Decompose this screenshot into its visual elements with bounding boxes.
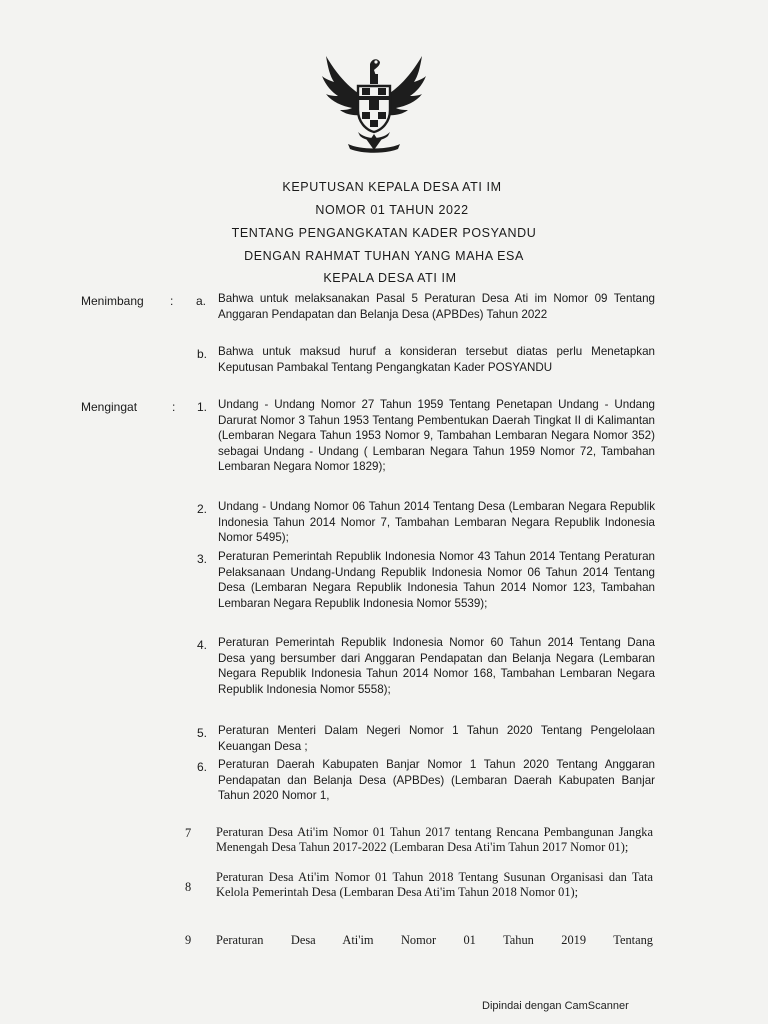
mengingat-item-text: Undang - Undang Nomor 06 Tahun 2014 Tentang Desa (Lembaran Negara Republik Indonesia Tahun 2014 Nomor 7, Tambahan Lembaran Negara Republik Indonesia Nomor 5495); bbox=[218, 500, 655, 545]
mengingat-item-num: 2. bbox=[197, 502, 208, 516]
mengingat-item-num: 4. bbox=[197, 638, 208, 652]
mengingat-item-text: Peraturan Pemerintah Republik Indonesia Nomor 60 Tahun 2014 Tentang Dana Desa yang bersumber dari Anggaran Pendapatan dan Belanja Negara (Lembaran Negara Republik Indonesia Tahun 2014 Nomor 168, Tambahan Lembaran Negara Republik Indonesia Nomor 5558); bbox=[218, 636, 655, 696]
mengingat-item-num: 3. bbox=[197, 552, 208, 566]
invocation: DENGAN RAHMAT TUHAN YANG MAHA ESA bbox=[244, 249, 524, 263]
decree-title: KEPUTUSAN KEPALA DESA ATI IM bbox=[282, 180, 502, 194]
mengingat-item-num: 6. bbox=[197, 760, 208, 774]
mengingat-item-text: Peraturan Daerah Kabupaten Banjar Nomor 1 Tahun 2020 Tentang Anggaran Pendapatan dan Belanja Desa (APBDes) (Lembaran Daerah Kabupaten Banjar Tahun 2020 Nomor 1, bbox=[218, 758, 655, 803]
garuda-emblem bbox=[318, 50, 430, 160]
mengingat-label: Mengingat bbox=[81, 400, 138, 414]
menimbang-item-text: Bahwa untuk maksud huruf a konsideran tersebut diatas perlu Menetapkan Keputusan Pambakal Tentang Pengangkatan Kader POSYANDU bbox=[218, 345, 655, 374]
menimbang-label: Menimbang bbox=[81, 294, 144, 308]
mengingat-item-text: Peraturan Menteri Dalam Negeri Nomor 1 Tahun 2020 Tentang Pengelolaan Keuangan Desa ; bbox=[218, 724, 655, 753]
menimbang-item-num: b. bbox=[197, 347, 208, 361]
mengingat-item-text: Peraturan Pemerintah Republik Indonesia Nomor 43 Tahun 2014 Tentang Peraturan Pelaksanaan Undang-Undang Republik Indonesia Nomor 06 Tahun 2014 Tentang Desa (Lembaran Negara Republik Indonesia Tahun 2014 Nomor 123, Tambahan Lembaran Negara Republik Indonesia Nomor 5539); bbox=[218, 550, 655, 610]
mengingat-item-text: Peraturan Desa Ati'im Nomor 01 Tahun 2019 Tentang bbox=[216, 933, 653, 947]
mengingat-item-num: 5. bbox=[197, 726, 208, 740]
mengingat-item-num: 1. bbox=[197, 400, 208, 414]
decree-number: NOMOR 01 TAHUN 2022 bbox=[315, 203, 469, 217]
menimbang-item-num: a. bbox=[196, 294, 207, 308]
mengingat-item-text: Peraturan Desa Ati'im Nomor 01 Tahun 2017 tentang Rencana Pembangunan Jangka Menengah Desa Tahun 2017-2022 (Lembaran Desa Ati'im Tahun 2017 Nomor 01); bbox=[216, 825, 653, 854]
decree-subject: TENTANG PENGANGKATAN KADER POSYANDU bbox=[231, 226, 537, 240]
menimbang-item-text: Bahwa untuk melaksanakan Pasal 5 Peraturan Desa Ati im Nomor 09 Tentang Anggaran Pendapatan dan Belanja Desa (APBDes) Tahun 2022 bbox=[218, 292, 655, 321]
menimbang-colon: : bbox=[170, 294, 174, 308]
mengingat-item-num: 7 bbox=[185, 826, 192, 840]
mengingat-item-num: 8 bbox=[185, 880, 192, 894]
mengingat-item-num: 9 bbox=[185, 933, 192, 947]
mengingat-item-text: Undang - Undang Nomor 27 Tahun 1959 Tentang Penetapan Undang - Undang Darurat Nomor 3 Tahun 1953 Tentang Pembentukan Daerah Tingkat II di Kalimantan (Lembaran Negara Tahun 1953 Nomor 9, Tambahan Lembaran Negara Nomor 352) sebagai Undang - Undang ( Lembaran Negara Tahun 1959 Nomor 72, Tambahan Lembaran Negara Nomor 1829); bbox=[218, 398, 655, 474]
mengingat-colon: : bbox=[172, 400, 176, 414]
issuer: KEPALA DESA ATI IM bbox=[323, 271, 457, 285]
mengingat-item-text: Peraturan Desa Ati'im Nomor 01 Tahun 2018 Tentang Susunan Organisasi dan Tata Kelola Pemerintah Desa (Lembaran Desa Ati'im Tahun 2018 Nomor 01); bbox=[216, 870, 653, 899]
scanner-watermark: Dipindai dengan CamScanner bbox=[482, 1000, 629, 1012]
